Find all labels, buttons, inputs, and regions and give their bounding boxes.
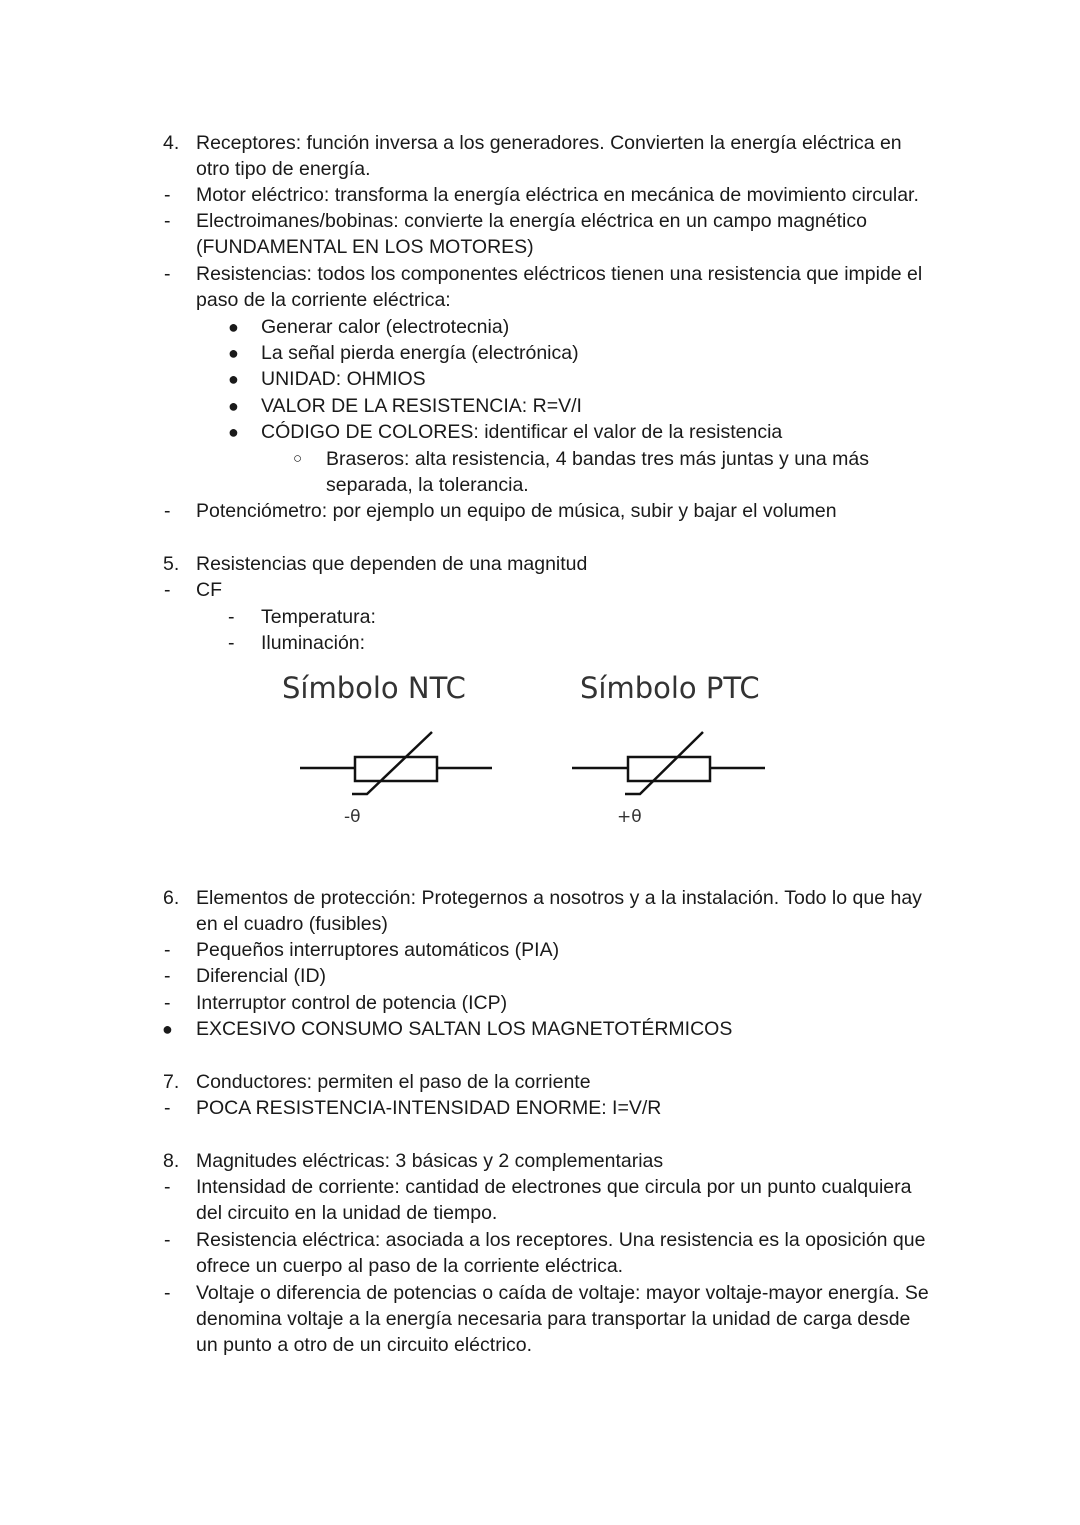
dash-marker: - (164, 210, 171, 232)
dash-marker: - (164, 992, 171, 1014)
section-6-title-line2: en el cuadro (fusibles) (196, 913, 388, 935)
dash-marker: - (228, 632, 235, 654)
dash-marker: - (164, 1097, 171, 1119)
section-7-number: 7. (163, 1071, 180, 1093)
dash-marker: - (164, 1229, 171, 1251)
bullet-magnetotermicos: EXCESIVO CONSUMO SALTAN LOS MAGNETOTÉRMICOS (196, 1018, 733, 1040)
ntc-label: -θ (344, 807, 361, 827)
bullet-marker: ● (228, 317, 239, 337)
ntc-title: Símbolo NTC (282, 671, 466, 705)
bullet-marker: ● (228, 369, 239, 389)
ptc-label: +θ (617, 807, 642, 827)
item-id: Diferencial (ID) (196, 965, 327, 987)
dash-marker: - (164, 184, 171, 206)
circle-marker: ○ (293, 450, 303, 467)
section-7-title: Conductores: permiten el paso de la corriente (196, 1071, 591, 1093)
ptc-symbol (572, 671, 765, 827)
item-voltaje-line2: denomina voltaje a la energía necesaria para transportar la unidad de carga desde (196, 1308, 911, 1330)
item-pia: Pequeños interruptores automáticos (PIA) (196, 939, 560, 961)
dash-marker: - (164, 579, 171, 601)
dash-marker: - (164, 965, 171, 987)
item-resistencias-line2: paso de la corriente eléctrica: (196, 289, 451, 311)
sub-item-braseros-line1: Braseros: alta resistencia, 4 bandas tres más juntas y una más (326, 448, 870, 470)
section-6-number: 6. (163, 887, 180, 909)
bullet-marker: ● (228, 343, 239, 363)
bullet-marker: ● (162, 1019, 173, 1039)
item-poca-resistencia: POCA RESISTENCIA-INTENSIDAD ENORME: I=V/R (196, 1097, 662, 1119)
item-icp: Interruptor control de potencia (ICP) (196, 992, 508, 1014)
bullet-item: UNIDAD: OHMIOS (261, 368, 426, 390)
item-resistencias-line1: Resistencias: todos los componentes eléctricos tienen una resistencia que impide el (196, 263, 923, 285)
bullet-item: VALOR DE LA RESISTENCIA: R=V/I (261, 395, 582, 417)
item-iluminacion: Iluminación: (261, 632, 366, 654)
section-4-title-line2: otro tipo de energía. (196, 158, 371, 180)
item-voltaje-line3: un punto a otro de un circuito eléctrico. (196, 1334, 533, 1356)
ntc-ptc-symbols-figure (270, 660, 810, 840)
dash-marker: - (164, 500, 171, 522)
dash-marker: - (228, 606, 235, 628)
dash-marker: - (164, 1176, 171, 1198)
item-intensidad-line1: Intensidad de corriente: cantidad de electrones que circula por un punto cualquiera (196, 1176, 912, 1198)
item-temperatura: Temperatura: (261, 606, 376, 628)
ptc-title: Símbolo PTC (580, 671, 760, 705)
item-resistencia-line2: ofrece un cuerpo al paso de la corriente eléctrica. (196, 1255, 624, 1277)
item-motor: Motor eléctrico: transforma la energía eléctrica en mecánica de movimiento circular. (196, 184, 919, 206)
item-intensidad-line2: del circuito en la unidad de tiempo. (196, 1202, 498, 1224)
bullet-item: CÓDIGO DE COLORES: identificar el valor de la resistencia (261, 421, 783, 443)
section-8-title: Magnitudes eléctricas: 3 básicas y 2 complementarias (196, 1150, 664, 1172)
section-5-title: Resistencias que dependen de una magnitud (196, 553, 588, 575)
section-6-title-line1: Elementos de protección: Protegernos a nosotros y a la instalación. Todo lo que hay (196, 887, 922, 909)
bullet-marker: ● (228, 422, 239, 442)
item-resistencia-line1: Resistencia eléctrica: asociada a los receptores. Una resistencia es la oposición que (196, 1229, 926, 1251)
section-8-number: 8. (163, 1150, 180, 1172)
ntc-symbol (282, 671, 492, 827)
dash-marker: - (164, 1282, 171, 1304)
section-5-number: 5. (163, 553, 180, 575)
sub-item-braseros-line2: separada, la tolerancia. (326, 474, 529, 496)
item-voltaje-line1: Voltaje o diferencia de potencias o caída de voltaje: mayor voltaje-mayor energía. Se (196, 1282, 929, 1304)
item-electroimanes-line2: (FUNDAMENTAL EN LOS MOTORES) (196, 236, 534, 258)
item-potenciometro: Potenciómetro: por ejemplo un equipo de música, subir y bajar el volumen (196, 500, 837, 522)
section-4-title-line1: Receptores: función inversa a los generadores. Convierten la energía eléctrica en (196, 132, 902, 154)
dash-marker: - (164, 263, 171, 285)
item-cf: CF (196, 579, 222, 601)
section-4-number: 4. (163, 132, 180, 154)
item-electroimanes-line1: Electroimanes/bobinas: convierte la energía eléctrica en un campo magnético (196, 210, 867, 232)
dash-marker: - (164, 939, 171, 961)
bullet-item: La señal pierda energía (electrónica) (261, 342, 579, 364)
bullet-item: Generar calor (electrotecnia) (261, 316, 510, 338)
bullet-marker: ● (228, 396, 239, 416)
